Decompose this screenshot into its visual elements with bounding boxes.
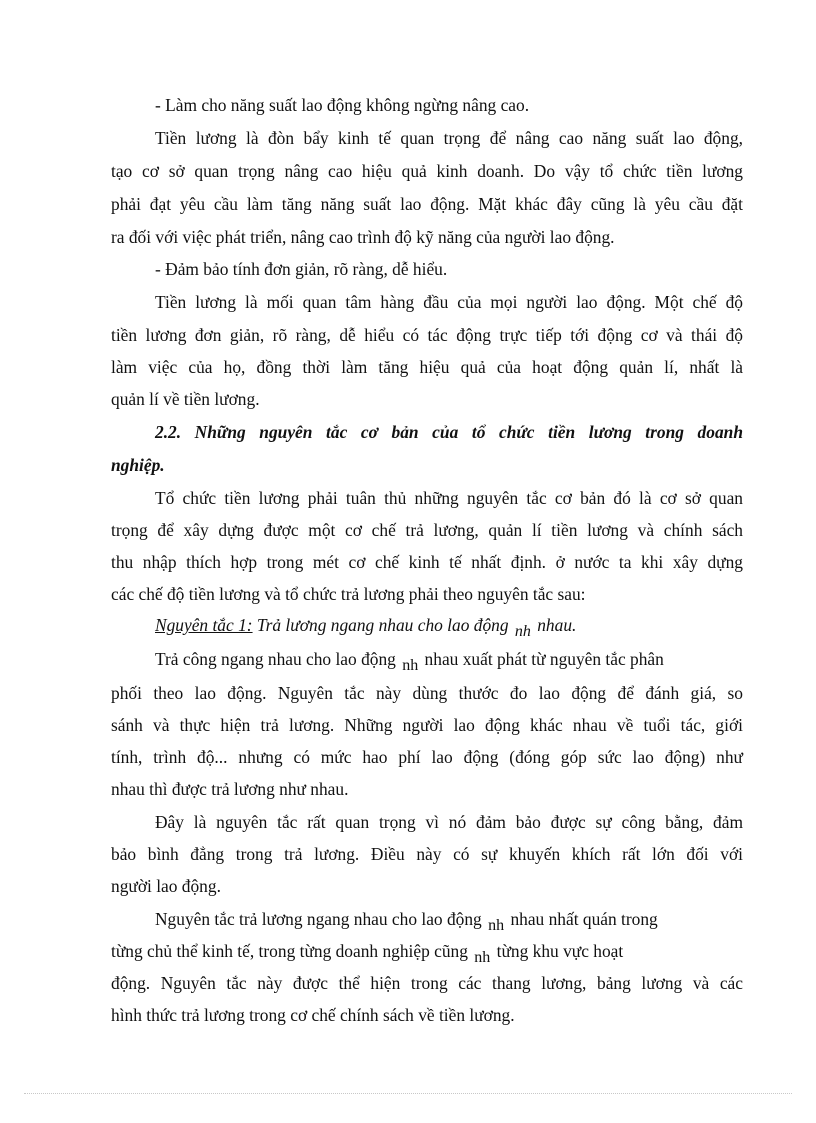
subscript-fragment: nh [402, 657, 419, 674]
paragraph-line: hình thức trả lương trong cơ chế chính sách về tiền lương. [111, 1005, 515, 1025]
subscript-fragment: nh [488, 917, 505, 934]
paragraph-line: làm việc của họ, đồng thời làm tăng hiệu quả của hoạt động quản lí, nhất là [111, 357, 743, 377]
section-heading-cont: nghiệp. [111, 455, 165, 475]
paragraph-line: ra đối với việc phát triển, nâng cao trình độ kỹ năng của người lao động. [111, 227, 615, 247]
paragraph-line [155, 908, 743, 932]
page-footer-divider [24, 1093, 792, 1094]
subscript-fragment: nh [474, 949, 491, 966]
text-fragment: nhau xuất phát từ nguyên tắc phân [420, 649, 664, 669]
paragraph-line: trọng để xây dựng được một cơ chế trả lương, quản lí tiền lương và chính sách [111, 520, 743, 540]
paragraph-line [111, 940, 699, 964]
text-fragment: nhau nhất quán trong [506, 909, 658, 929]
paragraph-line: Tiền lương là đòn bẩy kinh tế quan trọng để nâng cao năng suất lao động, [155, 128, 743, 148]
paragraph-line: Tiền lương là mối quan tâm hàng đầu của mọi người lao động. Một chế độ [155, 292, 743, 312]
paragraph-line: sánh và thực hiện trả lương. Những người lao động khác nhau về tuổi tác, giới [111, 715, 743, 735]
paragraph-line: tính, trình độ... nhưng có mức hao phí lao động (đóng góp sức lao động) như [111, 747, 743, 767]
text-fragment: từng chủ thể kinh tế, trong từng doanh nghiệp cũng [111, 941, 473, 961]
text-fragment: Trả công ngang nhau cho lao động [155, 649, 401, 669]
paragraph-line: động. Nguyên tắc này được thể hiện trong các thang lương, bảng lương và các [111, 973, 743, 993]
paragraph-line: tạo cơ sở quan trọng nâng cao hiệu quả kinh doanh. Do vậy tổ chức tiền lương [111, 161, 743, 181]
paragraph-line: nhau thì được trả lương như nhau. [111, 779, 349, 799]
paragraph-line: phối theo lao động. Nguyên tắc này dùng thước đo lao động để đánh giá, so [111, 683, 743, 703]
paragraph-line: các chế độ tiền lương và tổ chức trả lương phải theo nguyên tắc sau: [111, 584, 586, 604]
principle-label: Nguyên tắc 1: [155, 615, 253, 635]
text-fragment: Nguyên tắc trả lương ngang nhau cho lao động [155, 909, 487, 929]
paragraph-line: phải đạt yêu cầu làm tăng năng suất lao động. Mặt khác đây cũng là yêu cầu đặt [111, 194, 743, 214]
paragraph-line: thu nhập thích hợp trong mét cơ chế kinh tế nhất định. ở nước ta khi xây dựng [111, 552, 743, 572]
bullet-line: - Làm cho năng suất lao động không ngừng nâng cao. [155, 95, 530, 115]
subscript-fragment: nh [514, 623, 531, 640]
paragraph-line: Đây là nguyên tắc rất quan trọng vì nó đảm bảo được sự công bằng, đảm [155, 812, 743, 832]
principle-text: Trả lương ngang nhau cho lao động [252, 615, 513, 635]
text-fragment: từng khu vực hoạt [492, 941, 624, 961]
principle-text-end: nhau. [532, 615, 577, 635]
principle-heading [155, 614, 743, 638]
paragraph-line: bảo bình đẳng trong trả lương. Điều này có sự khuyến khích rất lớn đối với [111, 844, 743, 864]
paragraph-line: quản lí về tiền lương. [111, 389, 260, 409]
paragraph-line [155, 648, 743, 672]
paragraph-line: tiền lương đơn giản, rõ ràng, dễ hiểu có tác động trực tiếp tới động cơ và thái độ [111, 325, 743, 345]
section-heading: 2.2. Những nguyên tắc cơ bản của tổ chức tiền lương trong doanh [155, 422, 743, 442]
paragraph-line: người lao động. [111, 876, 221, 896]
paragraph-line: Tổ chức tiền lương phải tuân thủ những nguyên tắc cơ bản đó là cơ sở quan [155, 488, 743, 508]
bullet-line: - Đảm bảo tính đơn giản, rõ ràng, dễ hiểu. [155, 259, 448, 279]
